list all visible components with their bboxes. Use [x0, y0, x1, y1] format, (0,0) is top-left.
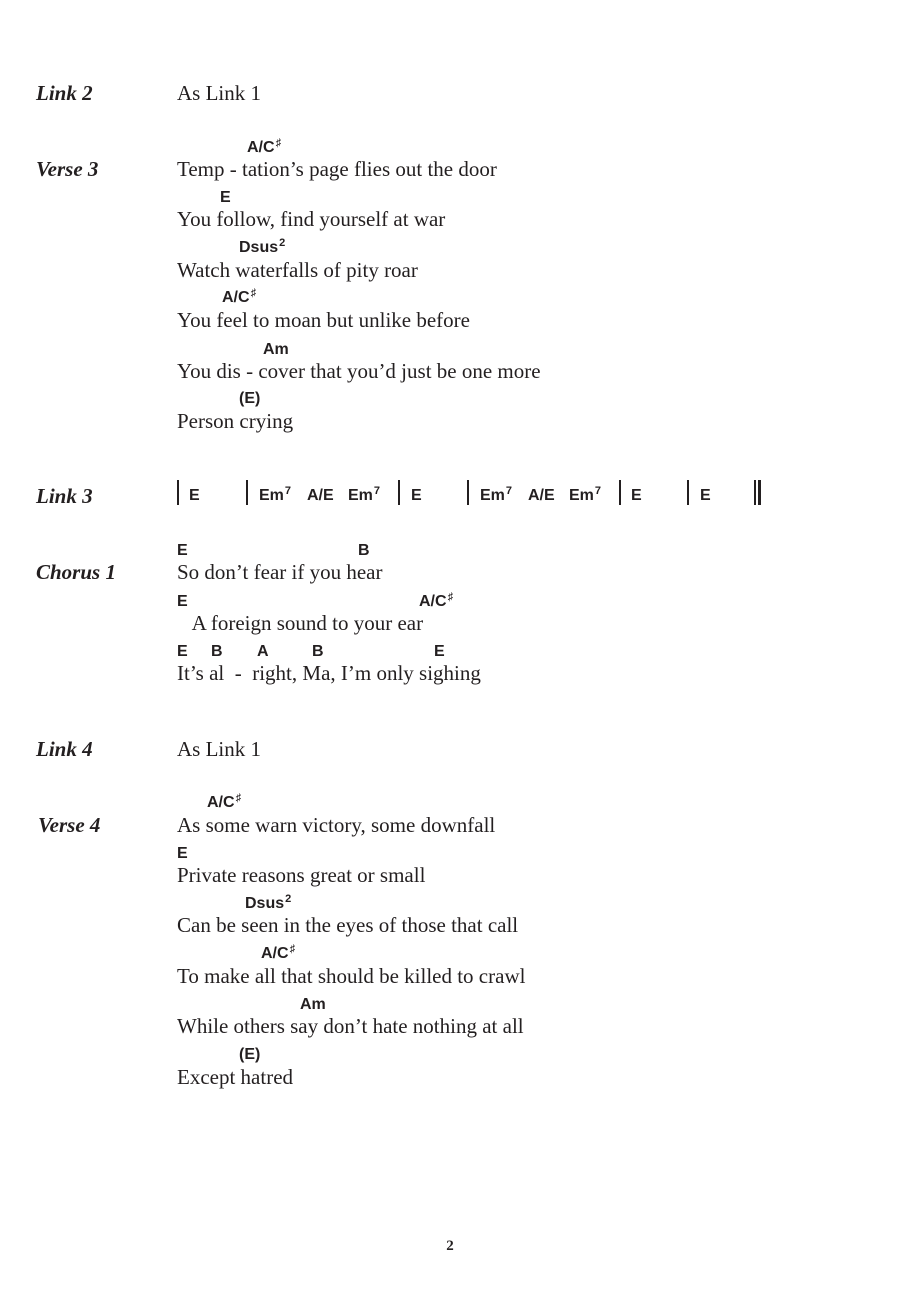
chord: (E) — [239, 390, 261, 407]
lyric-line: Temp - tation’s page flies out the door — [177, 157, 497, 181]
chord: B — [358, 542, 370, 559]
chord: A/E — [528, 487, 555, 504]
final-bar-line — [754, 480, 756, 505]
section-label-link-4: Link 4 — [36, 737, 93, 761]
chord: Am — [300, 996, 326, 1013]
chord: Em$^7$ — [569, 485, 602, 504]
bar-line — [398, 480, 400, 505]
chord: A/C♯ — [261, 943, 296, 962]
chord: E — [177, 845, 188, 862]
final-bar-line — [758, 480, 761, 505]
chord: E — [220, 189, 231, 206]
chord: A/C♯ — [419, 591, 454, 610]
lyric-line: Watch waterfalls of pity roar — [177, 258, 418, 282]
bar-line — [619, 480, 621, 505]
chord: (E) — [239, 1046, 261, 1063]
chord: Dsus$^2$ — [245, 893, 292, 912]
chord: A/C♯ — [222, 287, 257, 306]
bar-line — [246, 480, 248, 505]
chord: E — [434, 643, 445, 660]
link-4-text: As Link 1 — [177, 737, 261, 761]
lyric-line: It’s al - right, Ma, I’m only sighing — [177, 661, 481, 685]
lyric-line: Person crying — [177, 409, 294, 433]
chord: Em$^7$ — [348, 485, 381, 504]
chord: A/C♯ — [247, 137, 282, 156]
lyric-line: To make all that should be killed to crawl — [177, 964, 526, 988]
section-label-chorus-1: Chorus 1 — [36, 560, 116, 584]
section-label-link-2: Link 2 — [36, 81, 93, 105]
chord: E — [177, 643, 188, 660]
section-label-verse-3: Verse 3 — [36, 157, 99, 181]
chord: B — [211, 643, 223, 660]
lyric-line: So don’t fear if you hear — [177, 560, 383, 584]
chord: B — [312, 643, 324, 660]
chord: E — [631, 487, 642, 504]
chord: Em$^7$ — [259, 485, 292, 504]
section-label-verse-4: Verse 4 — [38, 813, 101, 837]
bar-line — [467, 480, 469, 505]
link-2-text: As Link 1 — [177, 81, 261, 105]
chord: A — [257, 643, 269, 660]
lyric-line: Private reasons great or small — [177, 863, 426, 887]
chord: A/C♯ — [207, 792, 242, 811]
chord: E — [700, 487, 711, 504]
lyric-line: As some warn victory, some downfall — [177, 813, 496, 837]
lyric-line: Can be seen in the eyes of those that call — [177, 913, 519, 937]
lyric-line: While others say don’t hate nothing at all — [177, 1014, 524, 1038]
chord: Am — [263, 341, 289, 358]
lyric-line: You follow, find yourself at war — [177, 207, 446, 231]
chord: E — [177, 593, 188, 610]
lyric-line: You dis - cover that you’d just be one more — [177, 359, 541, 383]
lyric-line: You feel to moan but unlike before — [177, 308, 470, 332]
chord: E — [189, 487, 200, 504]
lyric-line: Except hatred — [177, 1065, 294, 1089]
bar-line — [687, 480, 689, 505]
page-number: 2 — [446, 1238, 454, 1254]
chord: Dsus$^2$ — [239, 237, 286, 256]
chord: Em$^7$ — [480, 485, 513, 504]
chord: A/E — [307, 487, 334, 504]
chord: E — [411, 487, 422, 504]
bar-line — [177, 480, 179, 505]
section-label-link-3: Link 3 — [36, 484, 93, 508]
chord: E — [177, 542, 188, 559]
lyric-line: A foreign sound to your ear — [177, 611, 424, 635]
